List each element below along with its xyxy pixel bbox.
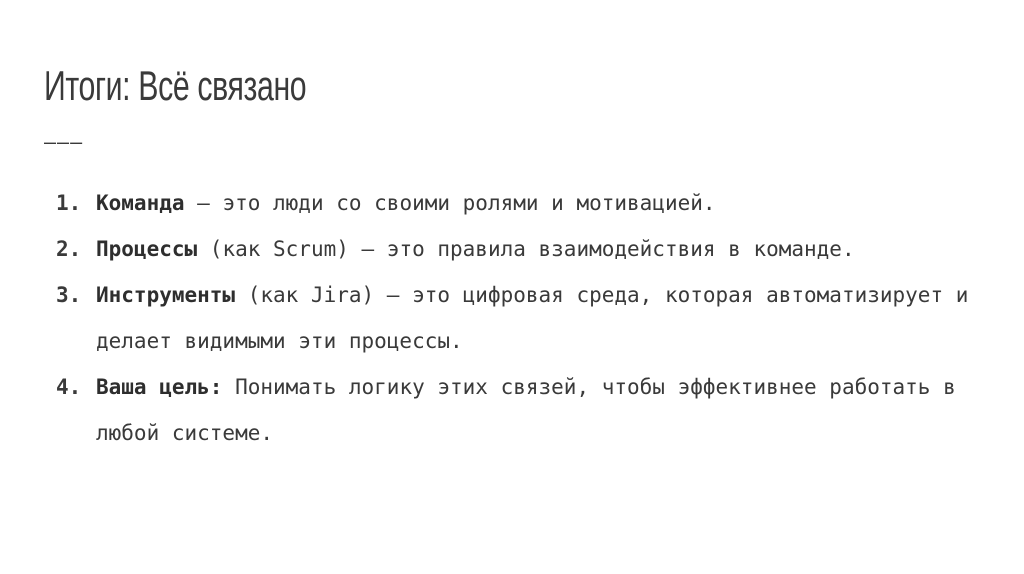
list-item-term: Инструменты — [96, 283, 236, 307]
list-item-text: — это люди со своими ролями и мотивацией. — [184, 191, 716, 215]
title-underline: ——— — [44, 130, 84, 154]
list-item-text: (как Scrum) — это правила взаимодействия в командe. — [197, 237, 855, 261]
list-item-term: Процессы — [96, 237, 198, 261]
list-item-number: 4. — [56, 375, 82, 399]
list-item-number: 3. — [56, 283, 82, 307]
slide-title: Итоги: Всё связано — [44, 62, 307, 109]
list-item-text: Понимать логику этих связей, чтобы эффективнее работать в любой системе. — [96, 375, 956, 445]
summary-list — [56, 180, 1006, 456]
list-item-number: 2. — [56, 237, 82, 261]
list-item-term: Ваша цель: — [96, 375, 223, 399]
list-item — [56, 272, 1006, 364]
list-item-text: (как Jira) — это цифровая среда, которая автоматизирует и делает видимыми эти процессы. — [96, 283, 969, 353]
list-item — [56, 180, 1006, 226]
list-item-term: Команда — [96, 191, 185, 215]
list-item — [56, 364, 1006, 456]
list-item — [56, 226, 1006, 272]
list-item-number: 1. — [56, 191, 82, 215]
